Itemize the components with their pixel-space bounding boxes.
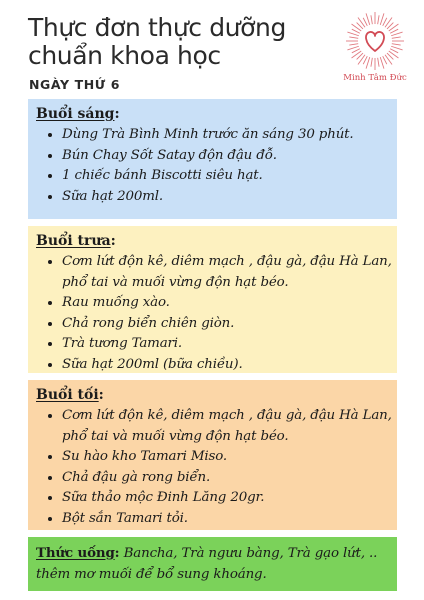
logo-ray [392, 37, 401, 38]
logo-ray [378, 58, 379, 67]
brand-name: Minh Tâm Đức [343, 73, 407, 83]
morning-heading: Buổi sáng: [36, 106, 120, 122]
list-item: • Trà tương Tamari. [62, 334, 393, 355]
list-item: • Sữa hạt 200ml. [62, 187, 354, 208]
list-item: • Sữa hạt 200ml (bữa chiều). [62, 355, 393, 376]
evening-heading: Buổi tối: [36, 387, 104, 403]
list-item: • Rau muống xào. [62, 293, 393, 314]
list-item: • Dùng Trà Bình Minh trước ăn sáng 30 phút. [62, 125, 354, 146]
logo-ray [349, 37, 358, 38]
logo-ray [391, 32, 402, 36]
drinks-section [28, 537, 397, 591]
brand-logo [334, 10, 416, 98]
logo-ray [366, 57, 370, 68]
logo-ray [347, 46, 358, 50]
logo-ray [363, 18, 367, 26]
drinks-text: Thức uống: Bancha, Trà ngưu bàng, Trà gạo lứt, .. thêm mơ muối để bổ sung khoáng. [36, 545, 378, 582]
list-item: • Chả rong biển chiên giòn. [62, 314, 393, 335]
noon-list [28, 252, 397, 375]
list-item: • Cơm lứt độn kê, diêm mạch , đậu gà, đậu Hà Lan, phổ tai và muối vừng độn hạt béo. [62, 252, 393, 293]
logo-ray [371, 15, 372, 24]
day-label: NGÀY THỨ 6 [29, 77, 121, 92]
list-item: • Sữa thảo mộc Đinh Lăng 20gr. [62, 488, 393, 509]
page-title: Thực đơn thực dưỡng chuẩn khoa học [28, 13, 286, 70]
logo-ray [383, 18, 387, 26]
logo-ray [380, 13, 384, 24]
noon-section [28, 226, 397, 373]
logo-ray [349, 44, 358, 45]
logo-ray [391, 46, 402, 50]
logo-ray [363, 56, 367, 64]
logo-ray [371, 58, 372, 67]
logo-ray [390, 29, 398, 33]
noon-heading: Buổi trưa: [36, 233, 116, 249]
list-item: • 1 chiếc bánh Biscotti siêu hạt. [62, 166, 354, 187]
logo-ray [378, 15, 379, 24]
logo-ray [347, 32, 358, 36]
list-item: • Chả đậu gà rong biển. [62, 468, 393, 489]
logo-ray [352, 29, 360, 33]
evening-list [28, 406, 397, 529]
logo-ray [383, 56, 387, 64]
logo-ray [352, 49, 360, 53]
evening-section [28, 380, 397, 530]
list-item: • Bún Chay Sốt Satay độn đậu đỗ. [62, 146, 354, 167]
list-item: • Cơm lứt độn kê, diêm mạch , đậu gà, đậu Hà Lan, phổ tai và muối vừng độn hạt béo. [62, 406, 393, 447]
drinks-heading: Thức uống [36, 545, 115, 561]
logo-ray [392, 44, 401, 45]
logo-ray [366, 13, 370, 24]
morning-list [28, 125, 358, 207]
list-item: • Su hào kho Tamari Miso. [62, 447, 393, 468]
heart-sunburst-icon [344, 10, 406, 72]
logo-ray [390, 49, 398, 53]
logo-ray [380, 57, 384, 68]
list-item: • Bột sắn Tamari tỏi. [62, 509, 393, 530]
morning-section [28, 99, 397, 219]
